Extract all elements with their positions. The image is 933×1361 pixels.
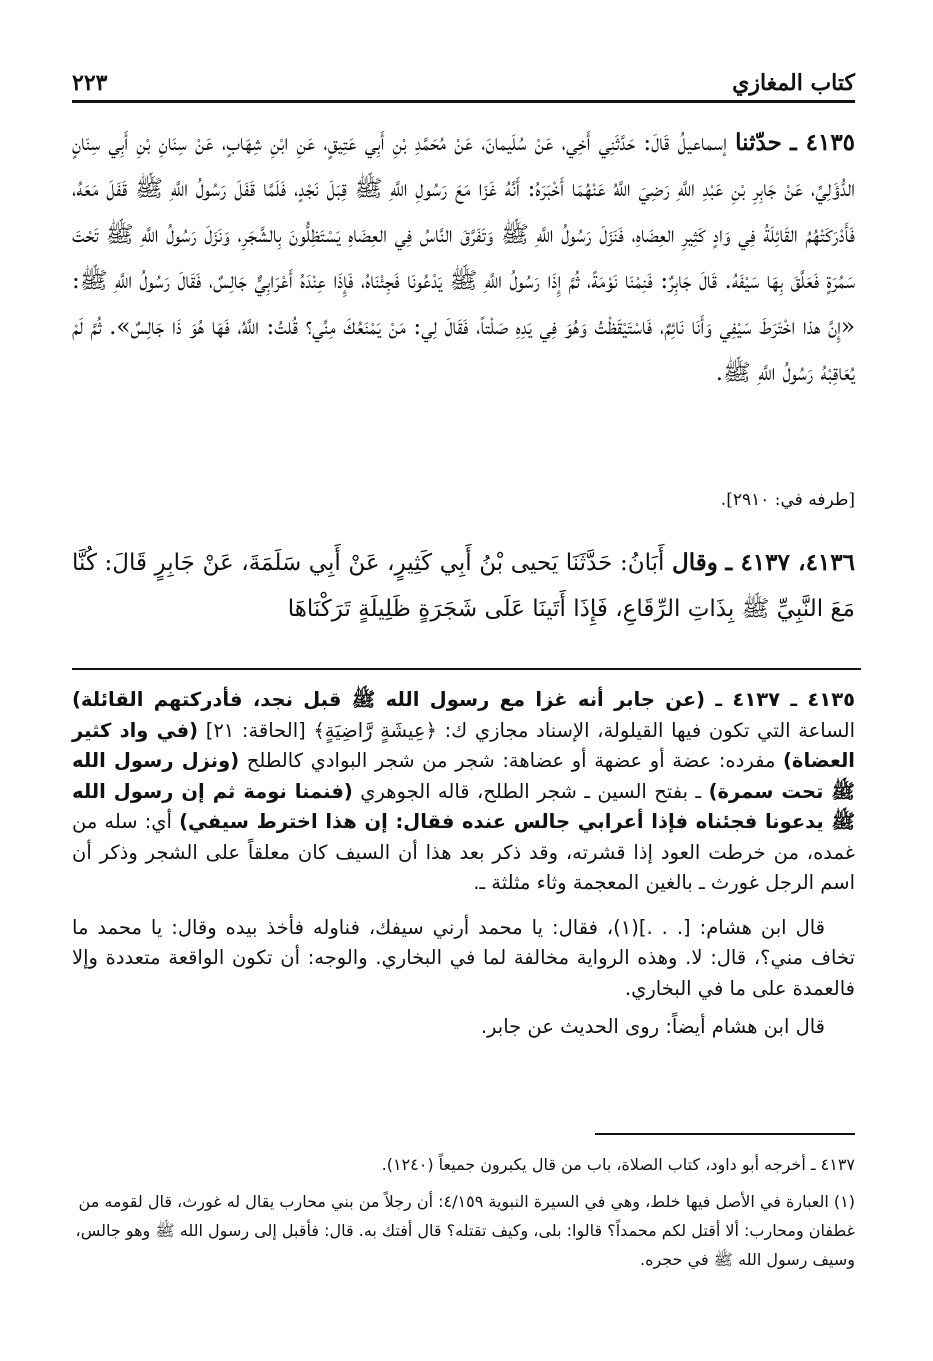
footnote-1: (١) العبارة في الأصل فيها خلط، وهي في السيرة النبوية ٤/١٥٩: أن رجلاً من بني محارب يقال له غورث، قال لقومه من غطفان ومحارب: ألا أقتل لكم محمداً؟ قالوا: بلى، وكيف تقتله؟ قال أفتك به. قال: فأقبل إلى رسول الله ﷺ وهو جالس، وسيف رسول الله ﷺ في حجره. [75,1192,855,1269]
page-number: ٢٢٣ [72,70,108,96]
footnote-separator [595,1133,855,1135]
commentary-para-2: قال ابن هشام: [. . .](١)، فقال: يا محمد أرني سيفك، فناوله فأخذ بيده وقال: يا محمد ما تخاف مني؟، قال: لا. وهذه الرواية مخالفة لما في البخاري. والوجه: أن تكون الواقعة متعددة وإلا فالعمدة على ما في البخاري. [72,915,855,1000]
commentary-text: ـ بفتح السين ـ شجر الطلح، قاله الجوهري [360,779,702,803]
commentary-quote: (فنمنا نومة ثم إن رسول الله ﷺ يدعونا فجئناه فإذا أعرابي جالس عنده فقال: إن هذا اخترط سيفي) [72,779,855,833]
hadith-text: أَبَانُ: حَدَّثَنَا يَحيى بْنُ أَبِي كَثِيرٍ، عَنْ أَبِي سَلَمَةَ، عَنْ جَابِرٍ قَالَ: كُنَّا مَعَ النَّبِيِّ ﷺ بِذَاتِ الرِّقَاعِ، فَإِذَا أَتَينَا عَلَى شَجَرَةٍ ظَلِيلَةٍ تَرَكْنَاهَا [72,550,855,622]
footnote-4137: ٤١٣٧ ـ أخرجه أبو داود، كتاب الصلاة، باب من قال يكبرون جميعاً (١٢٤٠). [381,1155,855,1174]
hadith-isnad-start: وقال [671,549,718,576]
section-divider [72,668,861,670]
commentary-heading: ٤١٣٥ ـ ٤١٣٧ ـ (عن جابر أنه غزا مع رسول الله ﷺ قبل نجد، فأدركتهم القائلة) [72,688,856,711]
commentary-text: أي: سله من غمده، من خرطت العود إذا قشرته، وقد ذكر بعد هذا أن السيف كان معلقاً على الشجر وذكر أن اسم الرجل غورث ـ بالغين المعجمة وثاء مثلثة ـ. [72,810,855,894]
commentary [72,685,855,1043]
hadith-isnad-start: حدّثنا [735,129,782,156]
commentary-para-3: قال ابن هشام أيضاً: روى الحديث عن جابر. [480,1015,825,1038]
commentary-text: الساعة التي تكون فيها القيلولة، الإسناد مجازي ك: ﴿عِيشَةٍ رَّاضِيَةٍ﴾ [الحاقة: ٢١] [205,718,855,742]
tarf-reference: [طرفه في: ٢٩١٠]. [720,490,855,510]
commentary-quote: (في واد كثير العضاة) [72,718,855,772]
book-title: كتاب المغازي [732,70,855,96]
commentary-quote: (ونزل رسول الله ﷺ تحت سمرة) [72,749,855,803]
hadith-4135 [72,120,855,396]
commentary-para-1 [72,685,855,899]
hadith-number: ٤١٣٥ ـ [789,129,856,156]
page-header [72,60,855,103]
hadith-text: إسماعيلُ قَالَ: حَدَّثَنِي أَخِي، عَنْ سُلَيمانَ، عَنْ مُحَمَّدِ بْنِ أَبِي عَتِيقٍ، عَنِ ابْنِ شِهَابٍ، عَنْ سِنَانِ بْنِ أَبِي سِنَانٍ الدُّؤَلِيِّ، عَنْ جَابِرِ بْنِ عَبْدِ اللَّهِ رَضِيَ اللَّهُ عَنْهُمَا أَخْبَرَهُ: أَنَّهُ غَزَا مَعَ رَسُولِ اللَّهِ ﷺ قِبَلَ نَجْدٍ، فَلَمَّا قَفَلَ رَسُولُ اللَّهِ ﷺ قَفَلَ مَعَهُ، فَأَدْرَكَتْهُمُ القَائِلَةُ فِي وَادٍ كَثِيرِ العِضَاهِ، فَنَزَلَ رَسُولُ اللَّهِ ﷺ وَتَفَرَّقَ النَّاسُ فِي العِضَاهِ يَسْتَظِلُّونَ بِالشَّجَرِ، وَنَزَلَ رَسُولُ اللَّهِ ﷺ تَحْتَ سَمُرَةٍ فَعَلَّقَ بِهَا سَيْفَهُ. قَالَ جَابِرٌ: فَنِمْنَا نَوْمَةً، ثُمَّ إِذَا رَسُولُ اللَّهِ ﷺ يَدْعُونَا فَجِئْنَاهُ، فَإِذَا عِنْدَهُ أَعْرَابِيٌّ جَالِسٌ، فَقَالَ رَسُولُ اللَّهِ ﷺ: «إِنَّ هذا اخْتَرَطَ سَيْفِي وَأَنَا نَائِمٌ، فَاسْتَيْقَظْتُ وَهُوَ فِي يَدِهِ صَلْتاً، فَقَالَ لِي: مَنْ يَمْنَعُكَ مِنِّي؟ قُلتُ: اللَّهُ، فَهَا هُوَ ذَا جَالِسٌ». ثُمَّ لَمْ يُعَاقِبْهُ رَسُولُ اللَّهِ ﷺ. [72,130,855,386]
footnotes [72,1150,855,1274]
commentary-text: مفرده: عضة أو عضهة أو عضاهة: شجر من شجر البوادي كالطلح [246,749,776,772]
hadith-number: ٤١٣٦، ٤١٣٧ ـ [725,549,855,576]
hadith-4136-4137 [72,540,855,632]
